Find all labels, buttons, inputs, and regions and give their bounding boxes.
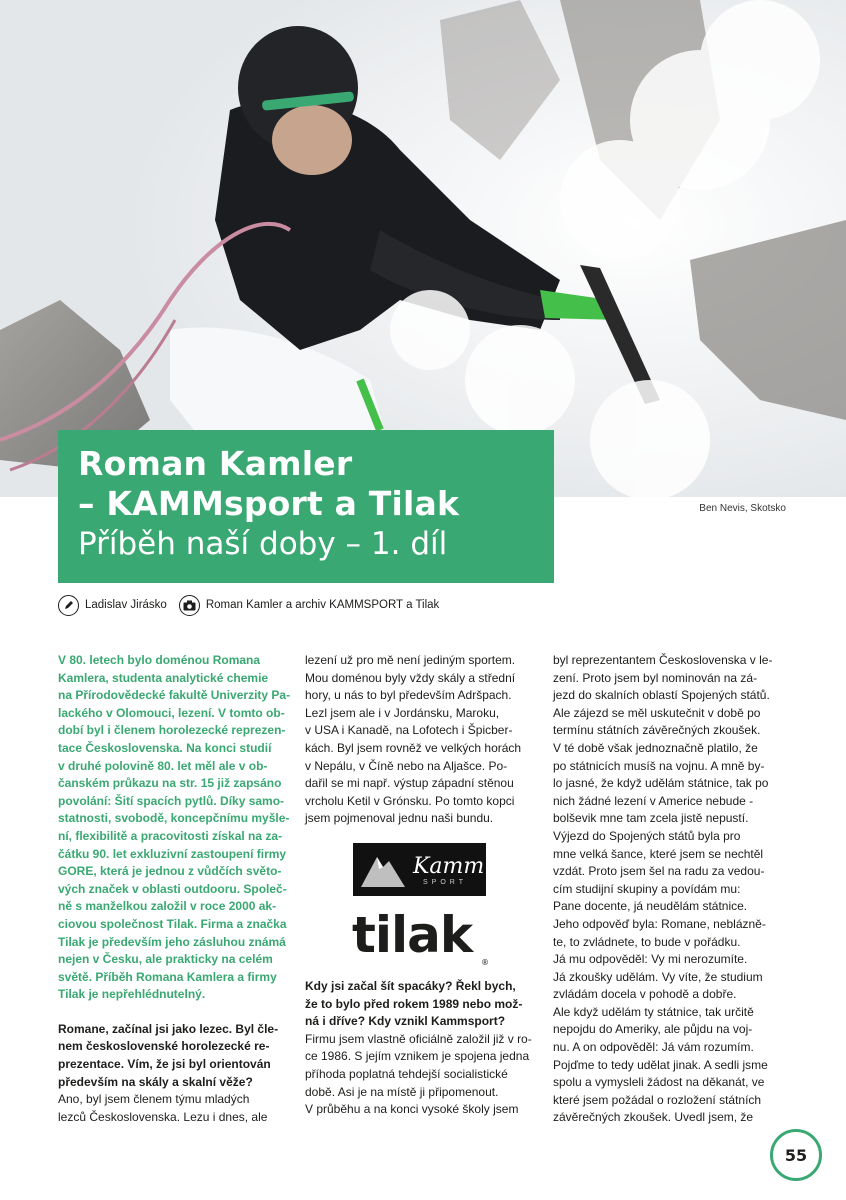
text-line: příhoda poplatná tehdejší socialistické — [305, 1066, 508, 1081]
text-line: cím studijní skupiny a povídám mu: — [553, 881, 741, 896]
column-2-lower — [305, 978, 535, 1119]
text-line: nejen v Česku, ale prakticky na celém — [58, 952, 273, 967]
text-line: ní, flexibilitě a pracovitosti získal na za- — [58, 828, 283, 843]
hero-photo — [0, 0, 846, 497]
text-line: lackého v Olomouci, lezení. V tomto ob- — [58, 705, 285, 720]
text-line: Výjezd do Spojených států byla pro — [553, 828, 741, 843]
text-line: v Nepálu, v Číně nebo na Aljašce. Po- — [305, 758, 508, 773]
text-line: V 80. letech bylo doménou Romana — [58, 653, 261, 667]
text-line: Ano, byl jsem členem týmu mladých — [58, 1092, 250, 1107]
text-line: prezentace. Vím, že jsi byl orientován — [58, 1057, 271, 1072]
lead-paragraph — [58, 652, 290, 1004]
text-line: Romane, začínal jsi jako lezec. Byl čle- — [58, 1021, 279, 1036]
interview-question — [58, 1021, 290, 1091]
photo-credit: Roman Kamler a archiv KAMMSPORT a Tilak — [205, 599, 440, 611]
text-line: povolání: Šití spacích pytlů. Díky samo- — [58, 793, 285, 808]
text-line: Ale zájezd se měl uskutečnit v době po — [553, 705, 761, 720]
interview-answer — [305, 1031, 535, 1119]
text-line: Já mu odpověděl: Vy mi nerozumíte. — [553, 952, 748, 967]
text-line: Kamlera, studenta analytické chemie — [58, 670, 269, 685]
article-title-line2: – KAMMsport a Tilak — [78, 484, 460, 523]
tilak-logo-text: tilak — [352, 906, 473, 964]
text-line: V průběhu a na konci vysoké školy jsem — [305, 1102, 519, 1117]
text-line: v druhé polovině 80. let měl ale v ob- — [58, 758, 268, 773]
text-line: vrcholu Ketil v Grónsku. Po tomto kopci — [305, 793, 515, 808]
text-line: po státnicích musíš na vojnu. A mně by- — [553, 758, 765, 773]
credits — [58, 594, 439, 616]
text-line: Jeho odpověď byla: Romane, neblázně- — [553, 916, 766, 931]
body-paragraph — [305, 652, 535, 828]
text-line: GORE, která je jednou z vůdčích světo- — [58, 864, 282, 879]
text-line: ně s manželkou založil v roce 2000 ak- — [58, 899, 277, 914]
text-line: lo jasné, že když udělám státnice, tak po — [553, 776, 769, 791]
text-line: lezců Československa. Lezu i dnes, ale — [58, 1109, 268, 1124]
text-line: bolševik mne tam zcela jistě nepustí. — [553, 811, 749, 826]
text-line: světě. Příběh Romana Kamlera a firmy — [58, 969, 277, 984]
page-number: 55 — [770, 1129, 822, 1181]
text-line: kách. Byl jsem rovněž ve velkých horách — [305, 740, 522, 755]
text-line: Lezl jsem ale i v Jordánsku, Maroku, — [305, 705, 500, 720]
text-line: Tilak je především jeho zásluhou známá — [58, 934, 286, 949]
text-line: Ale když udělám ty státnice, tak určitě — [553, 1004, 754, 1019]
pen-icon — [58, 595, 79, 616]
text-line: ce 1986. S jejím vznikem je spojena jedna — [305, 1049, 530, 1064]
text-line: především na skály a skalní věže? — [58, 1074, 253, 1089]
text-line: že to bylo před rokem 1989 nebo mož- — [305, 996, 523, 1011]
text-line: hory, u nás to byl především Adršpach. — [305, 688, 512, 703]
text-line: závěrečných zkoušek. Uvedl jsem, že — [553, 1110, 754, 1125]
text-line: nu. A on odpověděl: Já vám rozumím. — [553, 1040, 754, 1055]
text-line: Mou doménou byly vždy skály a střední — [305, 670, 516, 685]
body-paragraph — [553, 652, 788, 1127]
column-2 — [305, 652, 535, 828]
text-line: ciovou společnost Tilak. Firma a značka — [58, 916, 287, 931]
text-line: spolu a vymysleli žádost na děkanát, ve — [553, 1075, 765, 1090]
camera-icon — [179, 595, 200, 616]
text-line: te, to zvládnete, to bude v pořádku. — [553, 934, 741, 949]
text-line: Firmu jsem vlastně oficiálně založil již v ro- — [305, 1031, 532, 1046]
text-line: lezení už pro mě není jediným sportem. — [305, 653, 516, 667]
text-line: době. Asi je na místě ji připomenout. — [305, 1084, 499, 1099]
ice-climber-photo — [0, 0, 846, 497]
text-line: statnosti, svobodě, koncepčnímu myšle- — [58, 811, 290, 826]
interview-answer — [58, 1091, 290, 1126]
title-box — [58, 430, 554, 583]
text-line: na Přírodovědecké fakultě Univerzity Pa- — [58, 688, 291, 703]
text-line: dařil se mi např. výstup západní stěnou — [305, 776, 514, 791]
text-line: v USA i Kanadě, na Lofotech i Špicber- — [305, 723, 513, 738]
text-line: zvládám docela v pohodě a dobře. — [553, 987, 737, 1002]
text-line: V té době však jednoznačně platilo, že — [553, 740, 758, 755]
text-line: Pane docente, já neudělám státnice. — [553, 899, 748, 914]
text-line: tace Československa. Na konci studií — [58, 740, 272, 755]
article-title-line1: Roman Kamler — [78, 444, 353, 483]
text-line: Tilak je nepřehlédnutelný. — [58, 987, 206, 1002]
text-line: nich žádné lezení v Americe nebude - — [553, 793, 754, 808]
text-line: byl reprezentantem Československa v le- — [553, 653, 773, 667]
text-line: Já zkoušky udělám. Vy víte, že studium — [553, 969, 763, 984]
text-line: čanském průkazu na str. 15 již zapsáno — [58, 776, 282, 791]
text-line: Kdy jsi začal šít spacáky? Řekl bych, — [305, 979, 516, 993]
kamm-sport-logo — [353, 843, 486, 896]
text-line: ná i dříve? Kdy vznikl Kammsport? — [305, 1014, 506, 1029]
kamm-logo-subtext: SPORT — [423, 879, 467, 886]
photo-caption: Ben Nevis, Skotsko — [699, 503, 786, 514]
text-line: dobí byl i členem horolezecké reprezen- — [58, 723, 286, 738]
interview-question — [305, 978, 535, 1031]
text-line: vzdát. Proto jsem šel na radu za vedou- — [553, 864, 765, 879]
column-3 — [553, 652, 788, 1127]
text-line: nem československé horolezecké re- — [58, 1039, 270, 1054]
column-1 — [58, 652, 290, 1126]
text-line: termínu státních závěrečných zkoušek. — [553, 723, 761, 738]
text-line: nepojdu do Ameriky, ale půjdu na voj- — [553, 1022, 753, 1037]
tilak-logo — [352, 905, 492, 965]
text-line: jezd do skalních oblastí Spojených států. — [553, 688, 770, 703]
kamm-logo-text: Kamm — [413, 854, 485, 879]
article-subtitle: Příběh naší doby – 1. díl — [78, 526, 448, 562]
text-line: zení. Proto jsem byl nominován na zá- — [553, 670, 758, 685]
text-line: mne velká šance, které jsem se nechtěl — [553, 846, 764, 861]
text-line: vých značek v oblasti outdooru. Společ- — [58, 881, 287, 896]
registered-icon: ® — [481, 958, 488, 967]
author-name: Ladislav Jirásko — [85, 599, 167, 611]
text-line: jsem pojmenoval jednu naši bundu. — [305, 811, 494, 826]
mountain-icon — [353, 843, 413, 896]
text-line: čátku 90. let exkluzivní zastoupení firmy — [58, 846, 287, 861]
text-line: které jsem požádal o rozložení státních — [553, 1092, 762, 1107]
text-line: Pojďme to tedy udělat jinak. A sedli jsme — [553, 1057, 768, 1072]
